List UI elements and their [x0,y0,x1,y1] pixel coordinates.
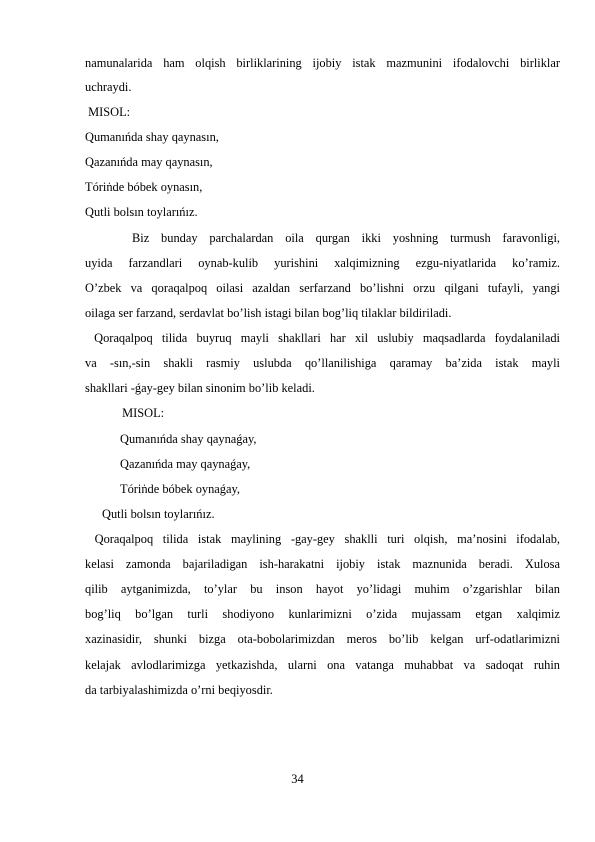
text-line: Biz bunday parchalardan oila qurgan ikki yoshning turmush faravonligi, [132,231,560,245]
text-line: oilaga ser farzand, serdavlat bo’lish istagi bilan bog’liq tilaklar bildiriladi. [85,306,452,320]
poem-line: Qutli bolsın toylarıńız. [102,507,215,521]
text-line: da tarbiyalashimizda o’rni beqiyosdir. [85,683,273,697]
text-line: O’zbek va qoraqalpoq oilasi azaldan serfarzand bo’lishni orzu qilgani tufayli, yangi [85,281,560,295]
text-line: qilib aytganimizda, to’ylar bu inson hayot yo’lidagi muhim o’zgarishlar bilan [85,582,560,596]
text-line: shakllari -ǵay-gey bilan sinonim bo’lib keladi. [85,381,315,395]
poem-line: Tóriṅde bóbek oynaǵay, [120,482,240,496]
poem-line: Qumanıńda shay qaynaǵay, [120,432,257,446]
text-line: namunalarida ham olqish birliklarining ijobiy istak mazmunini ifodalovchi birliklar [85,56,560,70]
page-number: 34 [291,772,304,786]
text-line: kelasi zamonda bajariladigan ish-harakatni ijobiy istak maznunida beradi. Xulosa [85,557,560,571]
poem-line: Qumanıńda shay qaynasın, [85,130,219,144]
text-line: Qoraqalpoq tilida buyruq mayli shakllari har xil uslubiy maqsadlarda foydalaniladi [85,331,560,345]
example-heading: MISOL: [119,406,165,420]
poem-line: Qazanıńda may qaynaǵay, [120,457,251,471]
text-line: uchraydi. [85,80,132,94]
text-line: kelajak avlodlarimizga yetkazishda, ularni ona vatanga muhabbat va sadoqat ruhin [85,658,560,672]
example-heading: MISOL: [85,105,131,119]
text-line: Qoraqalpoq tilida istak maylining -gay-gey shaklli turi olqish, ma’nosini ifodalab, [85,532,560,546]
text-line: va -sın,-sin shakli rasmiy uslubda qo’llanilishiga qaramay ba’zida istak mayli [85,356,560,370]
poem-line: Qazanıńda may qaynasın, [85,155,213,169]
text-line: uyida farzandlari oynab-kulib yurishini xalqimizning ezgu-niyatlarida ko’ramiz. [85,256,560,270]
poem-line: Tóriṅde bóbek oynasın, [85,180,203,194]
poem-line: Qutli bolsın toylarıńız. [85,205,198,219]
text-line: xazinasidir, shunki bizga ota-bobolarimizdan meros bo’lib kelgan urf-odatlarimizni [85,632,560,646]
text-line: bog’liq bo’lgan turli shodiyono kunlarimizni o’zida mujassam etgan xalqimiz [85,607,560,621]
